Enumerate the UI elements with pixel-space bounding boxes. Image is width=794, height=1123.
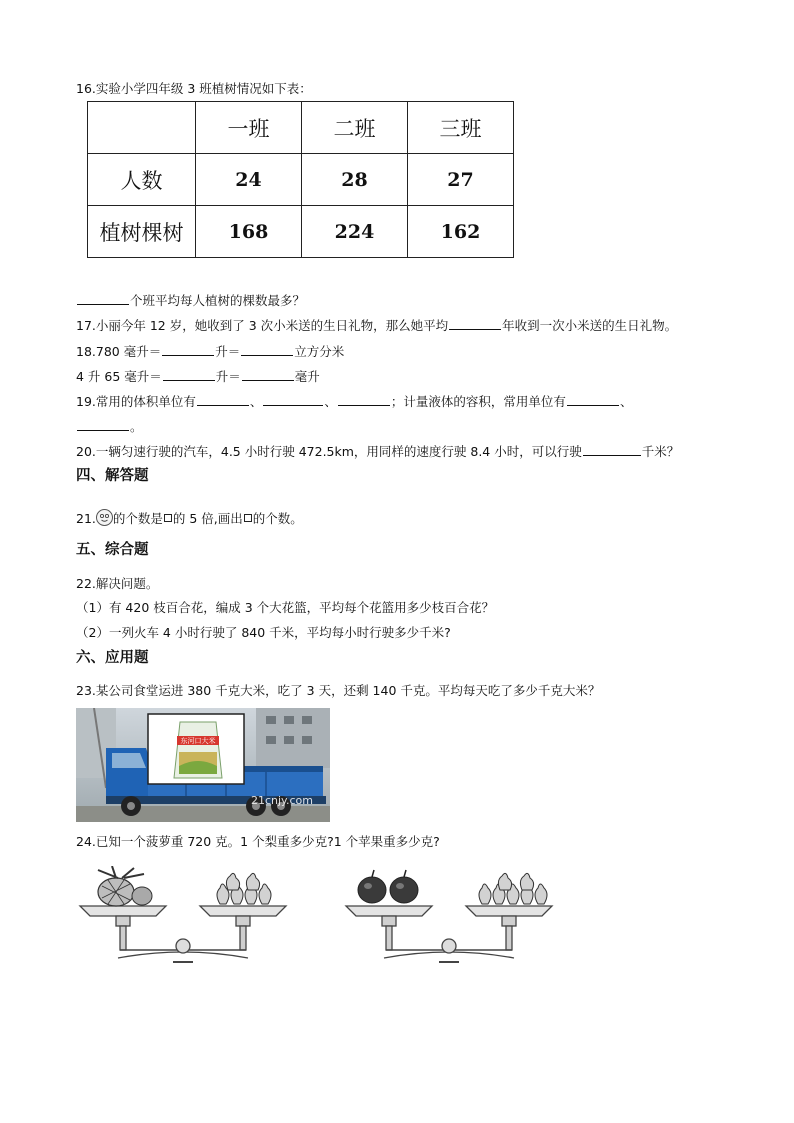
answer-blank[interactable] [163,368,215,381]
q20-text [76,443,679,460]
q24-text: 24.已知一个菠萝重 720 克。1 个梨重多少克?1 个苹果重多少克? [76,834,440,849]
q22-sub2: （2）一列火车 4 小时行驶了 840 千米，平均每小时行驶多少千米? [76,625,451,640]
table-cell: 162 [408,206,514,258]
table-cell: 27 [408,154,514,206]
table-cell: 224 [302,206,408,258]
table-row [88,206,514,258]
table-header-row [88,102,514,154]
q20-part1: 20.一辆匀速行驶的汽车，4.5 小时行驶 472.5km，用同样的速度行驶 8.4 小时，可以行驶 [76,444,582,459]
q20-part2: 千米？ [641,444,680,459]
q17-part1: 17.小丽今年 12 岁，她收到了 3 次小米送的生日礼物，那么她平均 [76,318,449,333]
q18b-part1: 4 升 65 毫升＝ [76,369,162,384]
q17-text [76,317,677,334]
answer-blank[interactable] [162,343,214,356]
smiley-face-icon [96,509,113,526]
section-heading: 六、应用题 [76,650,149,666]
table-header-cell: 二班 [302,102,408,154]
answer-blank[interactable] [77,292,129,305]
watermark: 21cnjy.com [250,794,314,807]
answer-blank[interactable] [242,368,294,381]
rice-bag-label: 东河口大米 [180,737,216,745]
square-icon [164,514,172,522]
answer-blank[interactable] [197,393,249,406]
q18a-part1: 18.780 毫升＝ [76,344,162,359]
q16-question [76,292,305,309]
balance-scale-apples-pears [344,866,554,971]
q22-sub1: （1）有 420 枝百合花，编成 3 个大花篮，平均每个花篮用多少枝百合花？ [76,600,495,615]
q19-sep: 、 [619,394,633,409]
table-row [88,154,514,206]
q19-part1: 19.常用的体积单位有 [76,394,196,409]
table-cell: 168 [196,206,302,258]
answer-blank[interactable] [449,317,501,330]
q18a-part3: 立方分米 [294,344,345,359]
answer-blank[interactable] [77,418,129,431]
answer-blank[interactable] [583,443,641,456]
tree-planting-table [87,101,514,258]
table-row-header: 植树棵树 [88,206,196,258]
q16-intro: 16.实验小学四年级 3 班植树情况如下表： [76,81,312,96]
q19-sep: 、 [324,394,337,409]
q18a-part2: 升＝ [215,344,241,359]
q18b-part2: 升＝ [215,369,241,384]
table-cell: 24 [196,154,302,206]
table-row-header: 人数 [88,154,196,206]
q19-sep: 、 [249,394,263,409]
balance-scale-pineapple-pears [78,866,288,971]
q21-part1: 21. [76,511,96,526]
table-cell: 28 [302,154,408,206]
answer-blank[interactable] [241,343,293,356]
q21-part3: 的 5 倍,画出 [172,511,243,526]
section-heading: 四、解答题 [76,468,149,484]
q21-part2: 的个数是 [112,511,163,526]
q22-title: 22.解决问题。 [76,576,159,591]
q18b-text [76,368,320,385]
q21-text [76,509,303,527]
table-corner-cell [88,102,196,154]
table-header-cell: 一班 [196,102,302,154]
answer-blank[interactable] [263,393,323,406]
q16-question-text: 个班平均每人植树的棵数最多？ [130,293,306,308]
section-heading: 五、综合题 [76,542,149,558]
answer-blank[interactable] [338,393,390,406]
q21-part4: 的个数。 [252,511,303,526]
q19-end: 。 [130,419,143,434]
q18a-text [76,343,344,360]
q19-part2: ；计量液体的容积，常用单位有 [390,394,566,409]
q23-text: 23.某公司食堂运进 380 千克大米，吃了 3 天，还剩 140 千克。平均每天吃了多少千克大米？ [76,683,601,698]
truck-photo [76,708,330,822]
answer-blank[interactable] [567,393,619,406]
q18b-part3: 毫升 [294,369,320,384]
q19-text [76,393,632,410]
table-header-cell: 三班 [408,102,514,154]
q17-part2: 年收到一次小米送的生日礼物。 [502,318,678,333]
square-icon [244,514,252,522]
q19-text-line2 [76,418,143,435]
